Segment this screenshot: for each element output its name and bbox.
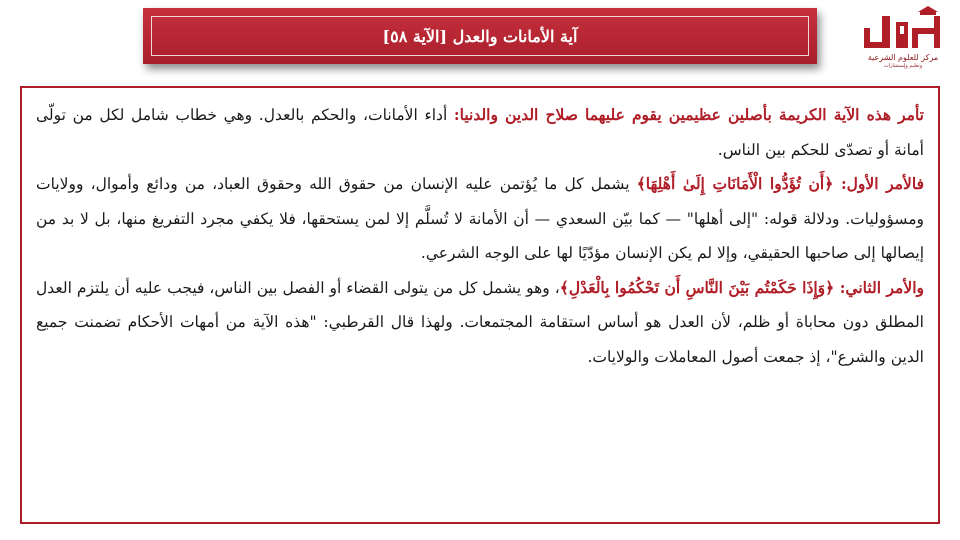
first-command-text: يشمل كل ما يُؤتمن عليه الإنسان من حقوق الله وحقوق العباد، من ودائع وأموال، وولايات ومسؤوليات. ودلالة قوله: "إلى أهلها" — كما بيّن السعدي — أن الأمانة لا تُسلَّم إلا لمن يستحقها، فلا يكفي مجرد التفريغ منها، بل لا بد من إيصالها إلى صاحبها الحقيقي، وإلا لم يكن الإنسان مؤدّيًا لها على الوجه الشرعي. <box>36 175 924 262</box>
page-title: آية الأمانات والعدل [الآية ٥٨] <box>382 26 578 46</box>
paragraph-first-command <box>36 167 924 271</box>
logo-tagline: مركز للعلوم الشرعية <box>867 53 939 62</box>
first-command-verse: ﴿أَن تُؤَدُّوا الْأَمَانَاتِ إِلَىٰ أَهْلِهَا﴾ <box>636 174 841 193</box>
content-body <box>36 98 924 514</box>
intro-text: أداء الأمانات، والحكم بالعدل. وهي خطاب شامل لكل من تولّى أمانة أو تصدّى للحكم بين الناس. <box>36 106 924 159</box>
first-command-lead: فالأمر الأول: <box>840 174 924 193</box>
logo-mark-icon <box>856 6 950 50</box>
paragraph-intro <box>36 98 924 167</box>
paragraph-second-command <box>36 271 924 375</box>
second-command-text: ، وهو يشمل كل من يتولى القضاء أو الفصل بين الناس، فيجب عليه أن يلتزم العدل المطلق دون محاباة أو ظلم، لأن العدل هو أساس استقامة المجتمعات. ولهذا قال القرطبي: "هذه الآية من أمهات الأحكام تضمنت جميع الدين والشرع"، إذ جمعت أصول المعاملات والولايات. <box>36 278 924 366</box>
logo-subtagline: وتعليم وإستشارات <box>883 63 923 69</box>
title-banner <box>143 8 817 64</box>
brand-logo <box>854 6 954 70</box>
intro-lead: تأمر هذه الآية الكريمة بأصلين عظيمين يقوم عليهما صلاح الدين والدنيا: <box>453 105 924 124</box>
content-frame <box>20 86 940 524</box>
second-command-lead: والأمر الثاني: <box>839 277 924 297</box>
second-command-verse: ﴿وَإِذَا حَكَمْتُم بَيْنَ النَّاسِ أَن تَحْكُمُوا بِالْعَدْلِ﴾ <box>559 277 840 297</box>
